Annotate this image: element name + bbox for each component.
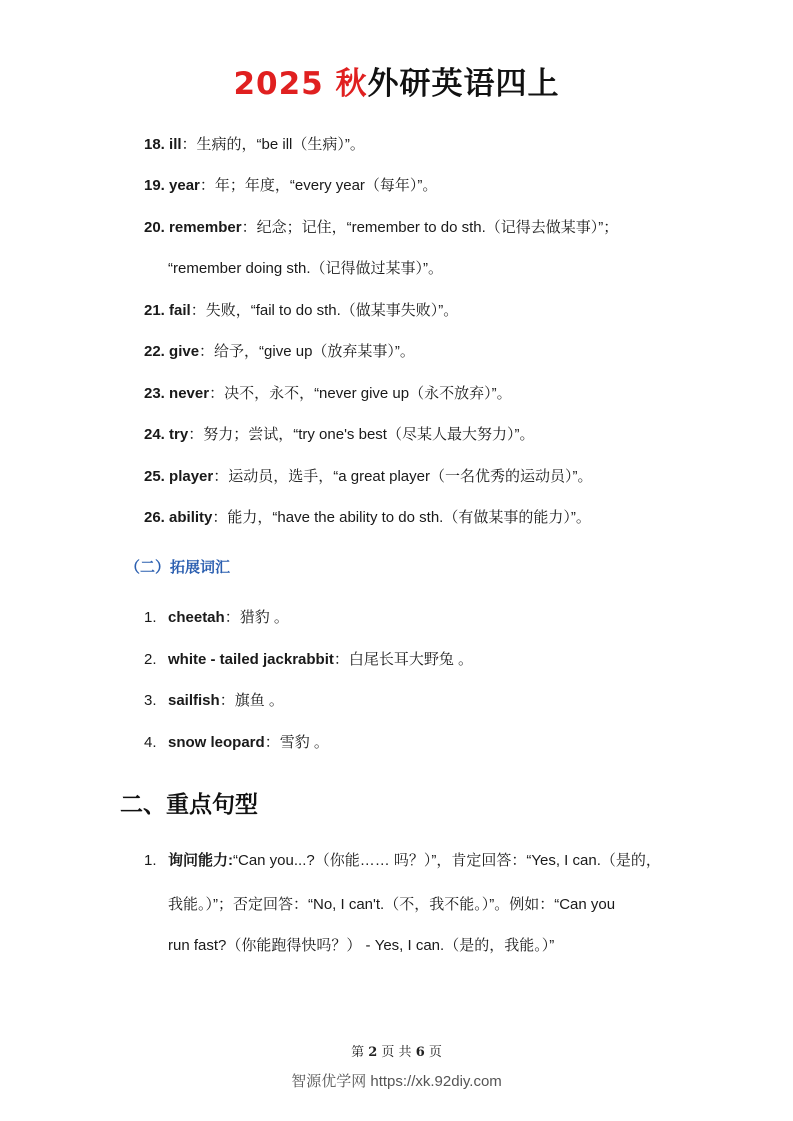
page-title bbox=[0, 58, 793, 103]
section-heading: 二、重点句型 bbox=[120, 792, 258, 818]
vocab-item: 25. player：运动员，选手，“a great player（一名优秀的运动员）”。 bbox=[144, 468, 593, 485]
vocab-item-continued: “remember doing sth.（记得做过某事）”。 bbox=[168, 260, 444, 277]
vocab-item: 26. ability：能力，“have the ability to do sth.（有做某事的能力）”。 bbox=[144, 509, 591, 526]
vocab-word: player bbox=[169, 468, 214, 485]
vocab-item: 22. give：给予，“give up（放弃某事）”。 bbox=[144, 343, 415, 360]
title-year: 2025 bbox=[233, 66, 324, 102]
vocab-word: never bbox=[169, 385, 210, 402]
extended-item: 2. white - tailed jackrabbit：白尾长耳大野兔 。 bbox=[144, 651, 474, 668]
sentence-item: 1. 询问能力:“Can you...?（你能…… 吗？）”，肯定回答：“Yes, I can.（是的， bbox=[144, 852, 661, 869]
vocab-item: 20. remember：纪念；记住，“remember to do sth.（记得去做某事）”； bbox=[144, 219, 619, 236]
vocab-word: ability bbox=[169, 509, 213, 526]
sentence-label: 询问能力: bbox=[168, 852, 233, 869]
watermark: 智源优学网 https://xk.92diy.com bbox=[291, 1073, 502, 1090]
extended-word: cheetah bbox=[168, 609, 225, 626]
extended-item: 3. sailfish：旗鱼 。 bbox=[144, 692, 284, 709]
vocab-item: 19. year：年；年度，“every year（每年）”。 bbox=[144, 177, 438, 194]
sentence-line: run fast?（你能跑得快吗？） - Yes, I can.（是的，我能。）” bbox=[168, 937, 555, 954]
title-rest: 外研英语四上 bbox=[367, 66, 560, 102]
extended-word: sailfish bbox=[168, 692, 220, 709]
vocab-word: give bbox=[169, 343, 200, 360]
vocab-item: 23. never：决不，永不，“never give up（永不放弃）”。 bbox=[144, 385, 512, 402]
extended-word: white - tailed jackrabbit bbox=[168, 651, 334, 668]
vocab-word: year bbox=[169, 177, 200, 194]
vocab-item: 21. fail：失败，“fail to do sth.（做某事失败）”。 bbox=[144, 302, 459, 319]
extended-word: snow leopard bbox=[168, 734, 265, 751]
sentence-line: 我能。）”；否定回答：“No, I can't.（不，我不能。）”。例如：“Can you bbox=[168, 896, 616, 913]
vocab-word: fail bbox=[169, 302, 191, 319]
extended-item: 1. cheetah：猎豹 。 bbox=[144, 609, 289, 626]
vocab-item: 18. ill：生病的，“be ill（生病）”。 bbox=[144, 136, 365, 153]
vocab-word: remember bbox=[169, 219, 242, 236]
page-footer: 第 2 页 共 6 页 bbox=[351, 1045, 442, 1060]
vocab-word: try bbox=[169, 426, 189, 443]
vocab-word: ill bbox=[169, 136, 182, 153]
sub-heading: （二）拓展词汇 bbox=[125, 559, 231, 576]
extended-item: 4. snow leopard：雪豹 。 bbox=[144, 734, 329, 751]
title-season: 秋 bbox=[335, 66, 368, 102]
vocab-item: 24. try：努力；尝试，“try one's best（尽某人最大努力）”。 bbox=[144, 426, 535, 443]
